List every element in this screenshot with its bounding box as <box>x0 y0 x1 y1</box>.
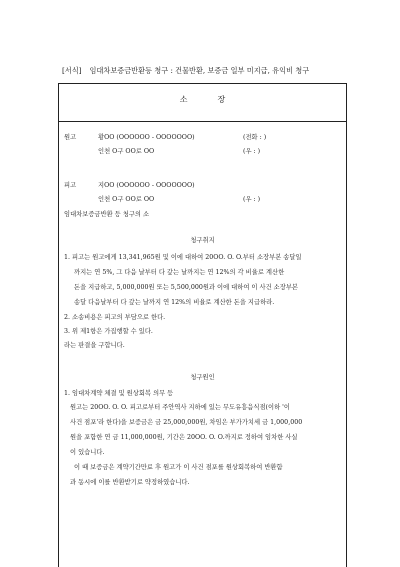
claim-purpose-line: 송달 다음날부터 다 갚는 날까지 연 12%의 비율로 계산한 돈을 지급하라. <box>74 299 275 306</box>
claim-purpose-line: 까지는 연 5%, 그 다음 날부터 다 갚는 날까지는 연 12%의 각 비율로 계산한 <box>74 269 285 276</box>
plaintiff-name: 황OO (OOOOOO - OOOOOOO) <box>98 134 195 141</box>
claim-purpose-line: 라는 판결을 구합니다. <box>64 342 125 349</box>
plaintiff-role: 원고 <box>64 134 77 141</box>
claim-cause-line: 원을 포함한 연 금 11,000,000원, 기간은 20OO. O. O.까지로 정하여 임차한 사실 <box>70 434 298 441</box>
claim-cause-line: 과 동시에 이를 반환받기로 약정하였습니다. <box>70 479 190 486</box>
claim-purpose-line: 1. 피고는 원고에게 13,341,965원 및 이에 대하여 20OO. O. O.부터 소장부본 송달일 <box>64 254 302 261</box>
defendant-address: 인천 O구 OO로 OO <box>98 196 155 203</box>
plaintiff-address: 인천 O구 OO로 OO <box>98 148 155 155</box>
defendant-name: 지OO (OOOOOO - OOOOOOO) <box>98 182 195 189</box>
title-box <box>58 83 347 122</box>
defendant-role: 피고 <box>64 182 77 189</box>
plaintiff-postcode: (우 : ) <box>243 148 261 155</box>
claim-purpose-line: 3. 위 제1항은 가집행할 수 있다. <box>64 328 153 335</box>
claim-cause-line: 이 때 보증금은 계약기간만료 후 원고가 이 사건 점포를 원상회복하여 반환함 <box>74 464 283 471</box>
form-tag: [서식] <box>62 66 82 75</box>
claim-purpose-heading: 청구취지 <box>190 237 215 244</box>
claim-cause-line: 사건 점포'라 한다)을 보증금은 금 25,000,000원, 차임은 부가가치세 금 1,000,000 <box>70 419 303 426</box>
claim-purpose-line: 2. 소송비용은 피고의 부담으로 한다. <box>64 314 166 321</box>
defendant-postcode: (우 : ) <box>243 196 261 203</box>
claim-cause-line: 원고는 20OO. O. O. 피고로부터 주안역사 지하에 있는 무도유흥음식점(이하 '이 <box>70 404 290 411</box>
document-frame <box>58 83 347 567</box>
plaintiff-phone: (전화 : ) <box>243 134 267 141</box>
claim-cause-heading: 청구원인 <box>190 374 215 381</box>
form-header <box>62 66 382 76</box>
form-title: 임대차보증금반환등 청구 : 건물반환, 보증금 일부 미지급, 유익비 청구 <box>89 66 310 75</box>
claim-purpose-line: 돈을 지급하고, 5,000,000원 또는 5,500,000원과 이에 대하여 이 사건 소장부본 <box>74 284 299 291</box>
document-title: 소장 <box>179 95 256 104</box>
case-name: 임대차보증금반환 등 청구의 소 <box>64 211 150 218</box>
claim-cause-line: 이 있습니다. <box>70 449 105 456</box>
claim-cause-line: 1. 임대차계약 체결 및 원상회복 의무 등 <box>64 390 174 397</box>
